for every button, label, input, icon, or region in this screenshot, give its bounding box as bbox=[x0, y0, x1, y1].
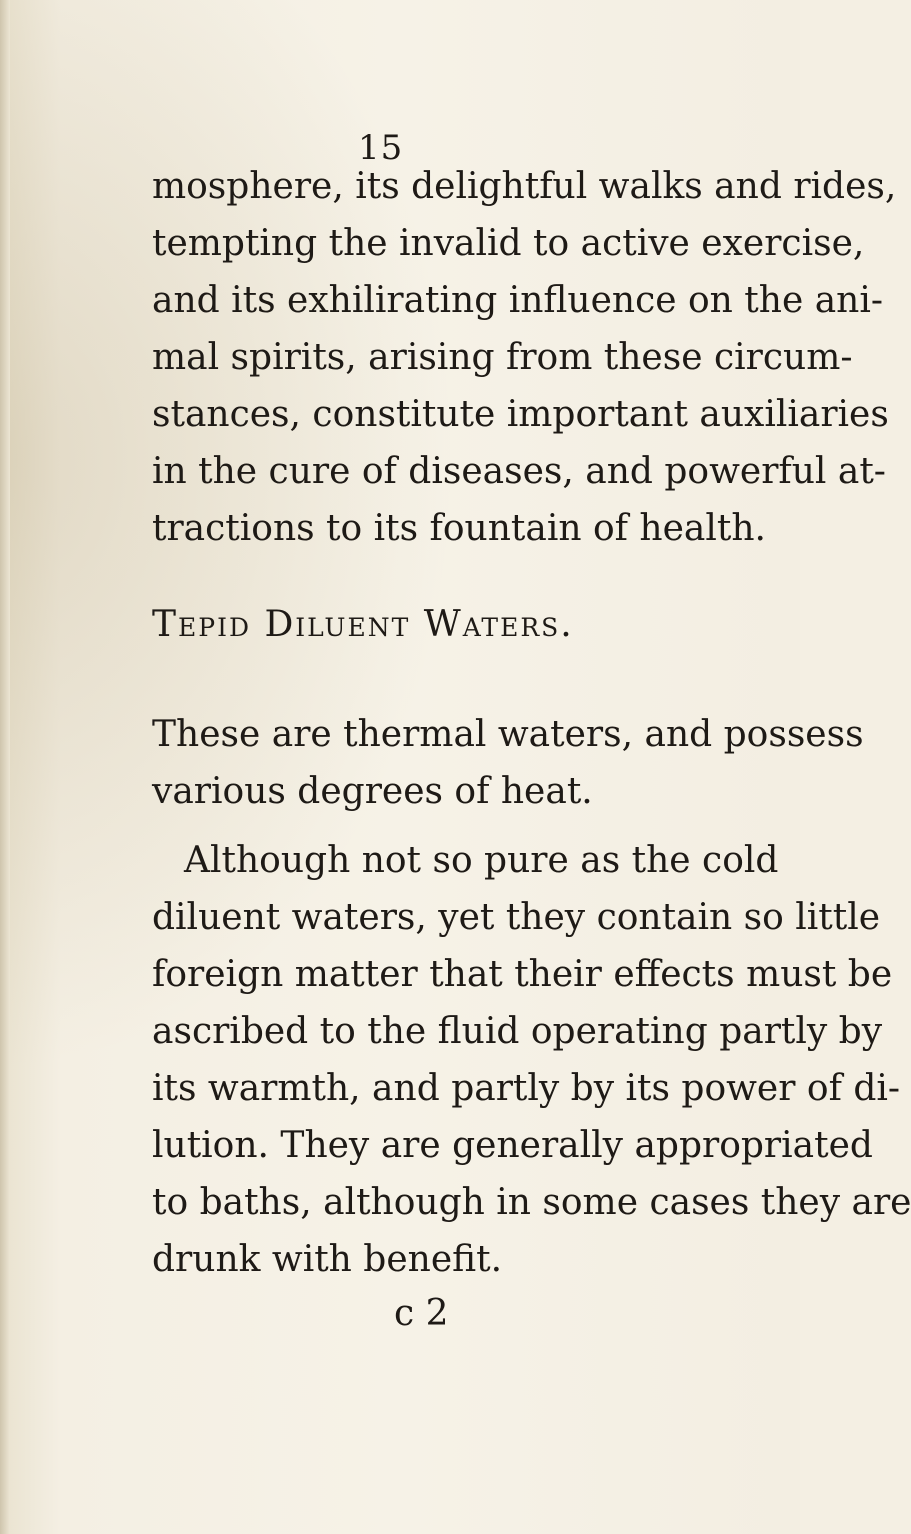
paragraph-1 bbox=[152, 158, 897, 557]
paragraph-2 bbox=[152, 706, 864, 820]
page-gutter bbox=[0, 0, 10, 1534]
text-line: to baths, although in some cases they are bbox=[152, 1182, 911, 1223]
section-heading: Tepid Diluent Waters. bbox=[152, 604, 574, 645]
text-line: and its exhilirating influence on the ani- bbox=[152, 280, 884, 321]
text-line: various degrees of heat. bbox=[152, 771, 593, 812]
text-line: mal spirits, arising from these circum- bbox=[152, 337, 853, 378]
signature-mark: c 2 bbox=[394, 1293, 449, 1334]
text-line: ascribed to the fluid operating partly by bbox=[152, 1011, 883, 1052]
paragraph-3 bbox=[152, 832, 911, 1288]
text-line: stances, constitute important auxiliaries bbox=[152, 394, 889, 435]
text-line: drunk with benefit. bbox=[152, 1239, 503, 1280]
text-line: These are thermal waters, and possess bbox=[152, 714, 864, 755]
text-line: tempting the invalid to active exercise, bbox=[152, 223, 865, 264]
text-line: Although not so pure as the cold bbox=[184, 840, 779, 881]
page-number: 15 bbox=[358, 128, 404, 168]
text-line: lution. They are generally appropriated bbox=[152, 1125, 873, 1166]
text-line: tractions to its fountain of health. bbox=[152, 508, 766, 549]
text-line: mosphere, its delightful walks and rides, bbox=[152, 166, 897, 207]
text-line: diluent waters, yet they contain so little bbox=[152, 897, 881, 938]
text-line: in the cure of diseases, and powerful at- bbox=[152, 451, 886, 492]
text-line: its warmth, and partly by its power of di- bbox=[152, 1068, 901, 1109]
text-line: foreign matter that their effects must be bbox=[152, 954, 893, 995]
